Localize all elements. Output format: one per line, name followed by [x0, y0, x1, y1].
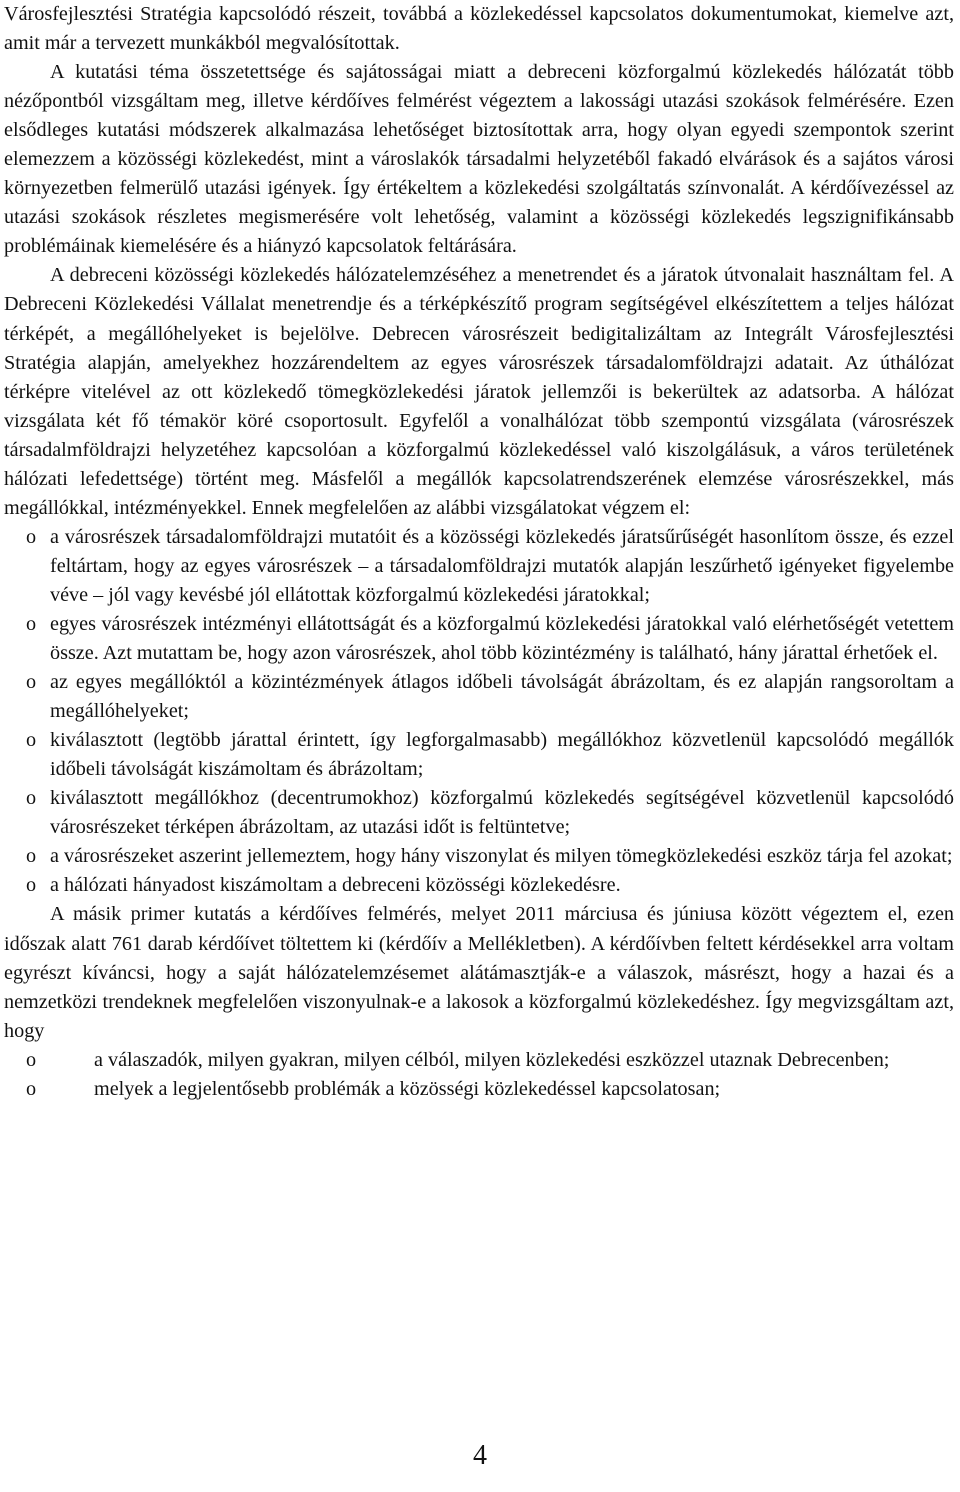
- analysis-list: [4, 523, 954, 901]
- paragraph-network-analysis: A debreceni közösségi közlekedés hálózatelemzéséhez a menetrendet és a járatok útvonalait használtam fel. A Debreceni Közlekedési Vállalat menetrendje és a térképkészítő program segítségével elkészítettem a teljes hálózat térképét, a megállóhelyeket is bejelölve. Debrecen városrészeit bedigitalizáltam az Integrált Városfejlesztési Stratégia alapján, amelyekhez hozzárendeltem az egyes városrészek társadalomföldrajzi adatait. Az úthálózat térképre vitelével az ott közlekedő tömegközlekedési járatok jellemzői is bekerültek az adatsorba. A hálózat vizsgálata két fő témakör köré csoportosult. Egyfelől a vonalhálózat több szempontú vizsgálata (városrészek társadalmföldrajzi helyzetéhez kapcsolóan a közforgalmú közlekedéssel való kiszolgálásuk, a város területének hálózati lefedettsége) történt meg. Másfelől a megállók kapcsolatrendszerének elemzése városrészekkel, más megállókkal, intézményekkel. Ennek megfelelően az alábbi vizsgálatokat végzem el:: [4, 264, 954, 519]
- list-item: o kiválasztott megállókhoz (decentrumokhoz) közforgalmú közlekedés segítségével közvetlenül kapcsolódó városrészeket térképen ábrázoltam, az utazási időt is feltüntetve;: [4, 784, 954, 842]
- bullet-marker: o: [26, 1077, 37, 1100]
- questionnaire-list: [4, 1046, 954, 1104]
- list-item: o a válaszadók, milyen gyakran, milyen célból, milyen közlekedési eszközzel utaznak Debrecenben;: [4, 1046, 954, 1075]
- list-item: o egyes városrészek intézményi ellátottságát és a közforgalmú közlekedési járatokkal való elérhetőségét vetettem össze. Azt mutattam be, hogy azon városrészek, ahol több közintézmény is található, hány járattal érhetőek el.: [4, 610, 954, 668]
- paragraph-research-methods: A kutatási téma összetettsége és sajátosságai miatt a debreceni közforgalmú közlekedés hálózatát több nézőpontból vizsgáltam meg, illetve kérdőíves felmérést végeztem a lakossági utazási szokások felmérésére. Ezen elsődleges kutatási módszerek alkalmazása lehetőséget biztosítottak arra, hogy olyan egyedi szempontok szerint elemezzem a közösségi közlekedést, mint a városlakók társadalmi helyzetéből fakadó elvárások és a sajátos városi környezetben felmerülő utazási igények. Így értékeltem a közlekedési szolgáltatás színvonalát. A kérdőívezéssel az utazási szokások részletes megismerésére volt lehetőség, valamint a közösségi közlekedés legszignifikánsabb problémáinak kiemelésére és a hiányzó kapcsolatok feltárására.: [4, 61, 954, 258]
- bullet-marker: o: [26, 787, 37, 810]
- bullet-marker: o: [26, 671, 37, 694]
- list-item: o a hálózati hányadost kiszámoltam a debreceni közösségi közlekedésre.: [4, 871, 954, 900]
- paragraph-questionnaire: A másik primer kutatás a kérdőíves felmérés, melyet 2011 márciusa és júniusa között végeztem el, ezen időszak alatt 761 darab kérdőívet töltettem ki (kérdőív a Mellékletben). A kérdőívben feltett kérdésekkel arra voltam egyrészt kíváncsi, hogy a saját hálózatelemzésemet alátámasztják-e a válaszok, másrészt, hogy a hazai és a nemzetközi trendeknek megfelelően viszonyulnak-e a lakosok a közforgalmú közlekedéshez. Így megvizsgáltam azt, hogy: [4, 903, 954, 1042]
- bullet-marker: o: [26, 525, 37, 548]
- list-item: o az egyes megállóktól a közintézmények átlagos időbeli távolságát ábrázoltam, és ez alapján rangsoroltam a megállóhelyeket;: [4, 668, 954, 726]
- bullet-marker: o: [26, 729, 37, 752]
- list-item: o melyek a legjelentősebb problémák a közösségi közlekedéssel kapcsolatosan;: [4, 1075, 954, 1104]
- bullet-marker: o: [26, 874, 37, 897]
- bullet-marker: o: [26, 1048, 37, 1071]
- list-item: o kiválasztott (legtöbb járattal érintett, így legforgalmasabb) megállókhoz közvetlenül kapcsolódó megállók időbeli távolságát kiszámoltam és ábrázoltam;: [4, 726, 954, 784]
- bullet-marker: o: [26, 845, 37, 868]
- page-number: 4: [473, 1440, 487, 1471]
- list-item: o a városrészek társadalomföldrajzi mutatóit és a közösségi közlekedés járatsűrűségét hasonlítom össze, és ezzel feltártam, hogy az egyes városrészek – a társadalomföldrajzi mutatók alapján leszűrhető igényeket figyelembe véve – jól vagy kevésbé jól ellátottak közforgalmú közlekedési járatokkal;: [4, 523, 954, 610]
- document-page: [4, 0, 954, 1104]
- paragraph-intro: Városfejlesztési Stratégia kapcsolódó részeit, továbbá a közlekedéssel kapcsolatos dokumentumokat, kiemelve azt, amit már a tervezett munkákból megvalósítottak.: [4, 3, 954, 55]
- bullet-marker: o: [26, 612, 37, 635]
- list-item: o a városrészeket aszerint jellemeztem, hogy hány viszonylat és milyen tömegközlekedési eszköz tárja fel azokat;: [4, 842, 954, 871]
